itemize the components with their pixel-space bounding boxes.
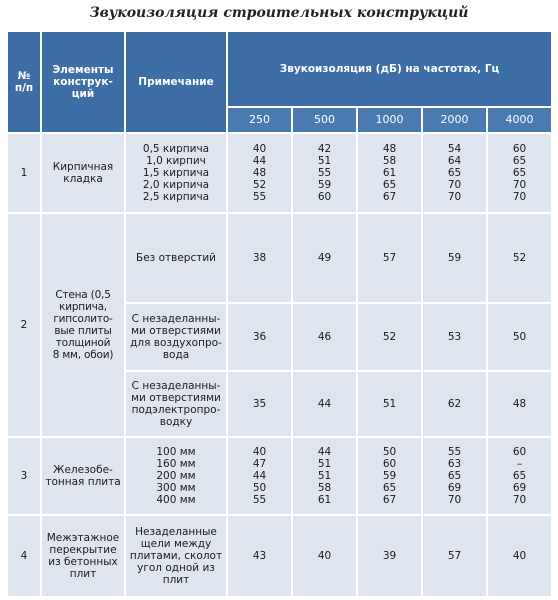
- value-4000: 48: [487, 371, 552, 437]
- value-250: 38: [227, 213, 292, 303]
- value-4000: 40: [487, 515, 552, 597]
- value-1000: 52: [357, 303, 422, 371]
- values-500: 42 51 55 59 60: [292, 133, 357, 213]
- header-insulation: Звукоизоляция (дБ) на частотах, Гц: [227, 31, 552, 107]
- row-num: 2: [7, 213, 41, 437]
- sound-insulation-table: [6, 30, 553, 598]
- value-4000: 50: [487, 303, 552, 371]
- value-2000: 62: [422, 371, 487, 437]
- values-250: 40 47 44 50 55: [227, 437, 292, 515]
- freq-1000: 1000: [357, 107, 422, 133]
- table-row: [7, 515, 552, 597]
- value-250: 36: [227, 303, 292, 371]
- value-1000: 39: [357, 515, 422, 597]
- freq-500: 500: [292, 107, 357, 133]
- row-note: Незаделанные щели между плитами, сколот угол одной из плит: [125, 515, 227, 597]
- values-2000: 54 64 65 70 70: [422, 133, 487, 213]
- table-row: [7, 213, 552, 303]
- values-1000: 48 58 61 65 67: [357, 133, 422, 213]
- value-500: 40: [292, 515, 357, 597]
- row-note: С незаделанны- ми отверстиями для воздухопро- вода: [125, 303, 227, 371]
- value-1000: 51: [357, 371, 422, 437]
- table-row: [7, 437, 552, 515]
- value-500: 46: [292, 303, 357, 371]
- value-250: 43: [227, 515, 292, 597]
- values-500: 44 51 51 58 61: [292, 437, 357, 515]
- row-num: 4: [7, 515, 41, 597]
- values-4000: 60 65 65 70 70: [487, 133, 552, 213]
- header-row: [7, 31, 552, 107]
- freq-4000: 4000: [487, 107, 552, 133]
- value-2000: 53: [422, 303, 487, 371]
- value-2000: 57: [422, 515, 487, 597]
- value-500: 49: [292, 213, 357, 303]
- row-element: Железобе- тонная плита: [41, 437, 125, 515]
- values-4000: 60 – 65 69 70: [487, 437, 552, 515]
- row-element: Кирпичная кладка: [41, 133, 125, 213]
- row-notes: 100 мм 160 мм 200 мм 300 мм 400 мм: [125, 437, 227, 515]
- values-2000: 55 63 65 69 70: [422, 437, 487, 515]
- row-note: Без отверстий: [125, 213, 227, 303]
- value-4000: 52: [487, 213, 552, 303]
- table-row: [7, 133, 552, 213]
- value-500: 44: [292, 371, 357, 437]
- value-250: 35: [227, 371, 292, 437]
- value-2000: 59: [422, 213, 487, 303]
- row-element: Стена (0,5 кирпича, гипсолито- вые плиты толщиной 8 мм, обои): [41, 213, 125, 437]
- row-num: 3: [7, 437, 41, 515]
- row-note: С незаделанны- ми отверстиями подэлектропро- водку: [125, 371, 227, 437]
- row-num: 1: [7, 133, 41, 213]
- freq-2000: 2000: [422, 107, 487, 133]
- value-1000: 57: [357, 213, 422, 303]
- header-note: Примечание: [125, 31, 227, 133]
- row-notes: 0,5 кирпича 1,0 кирпич 1,5 кирпича 2,0 кирпича 2,5 кирпича: [125, 133, 227, 213]
- header-elements: Элементы конструк- ций: [41, 31, 125, 133]
- header-num: № п/п: [7, 31, 41, 133]
- page-title: Звукоизоляция строительных конструкций: [89, 5, 469, 21]
- freq-250: 250: [227, 107, 292, 133]
- values-1000: 50 60 59 65 67: [357, 437, 422, 515]
- values-250: 40 44 48 52 55: [227, 133, 292, 213]
- row-element: Межэтажное перекрытие из бетонных плит: [41, 515, 125, 597]
